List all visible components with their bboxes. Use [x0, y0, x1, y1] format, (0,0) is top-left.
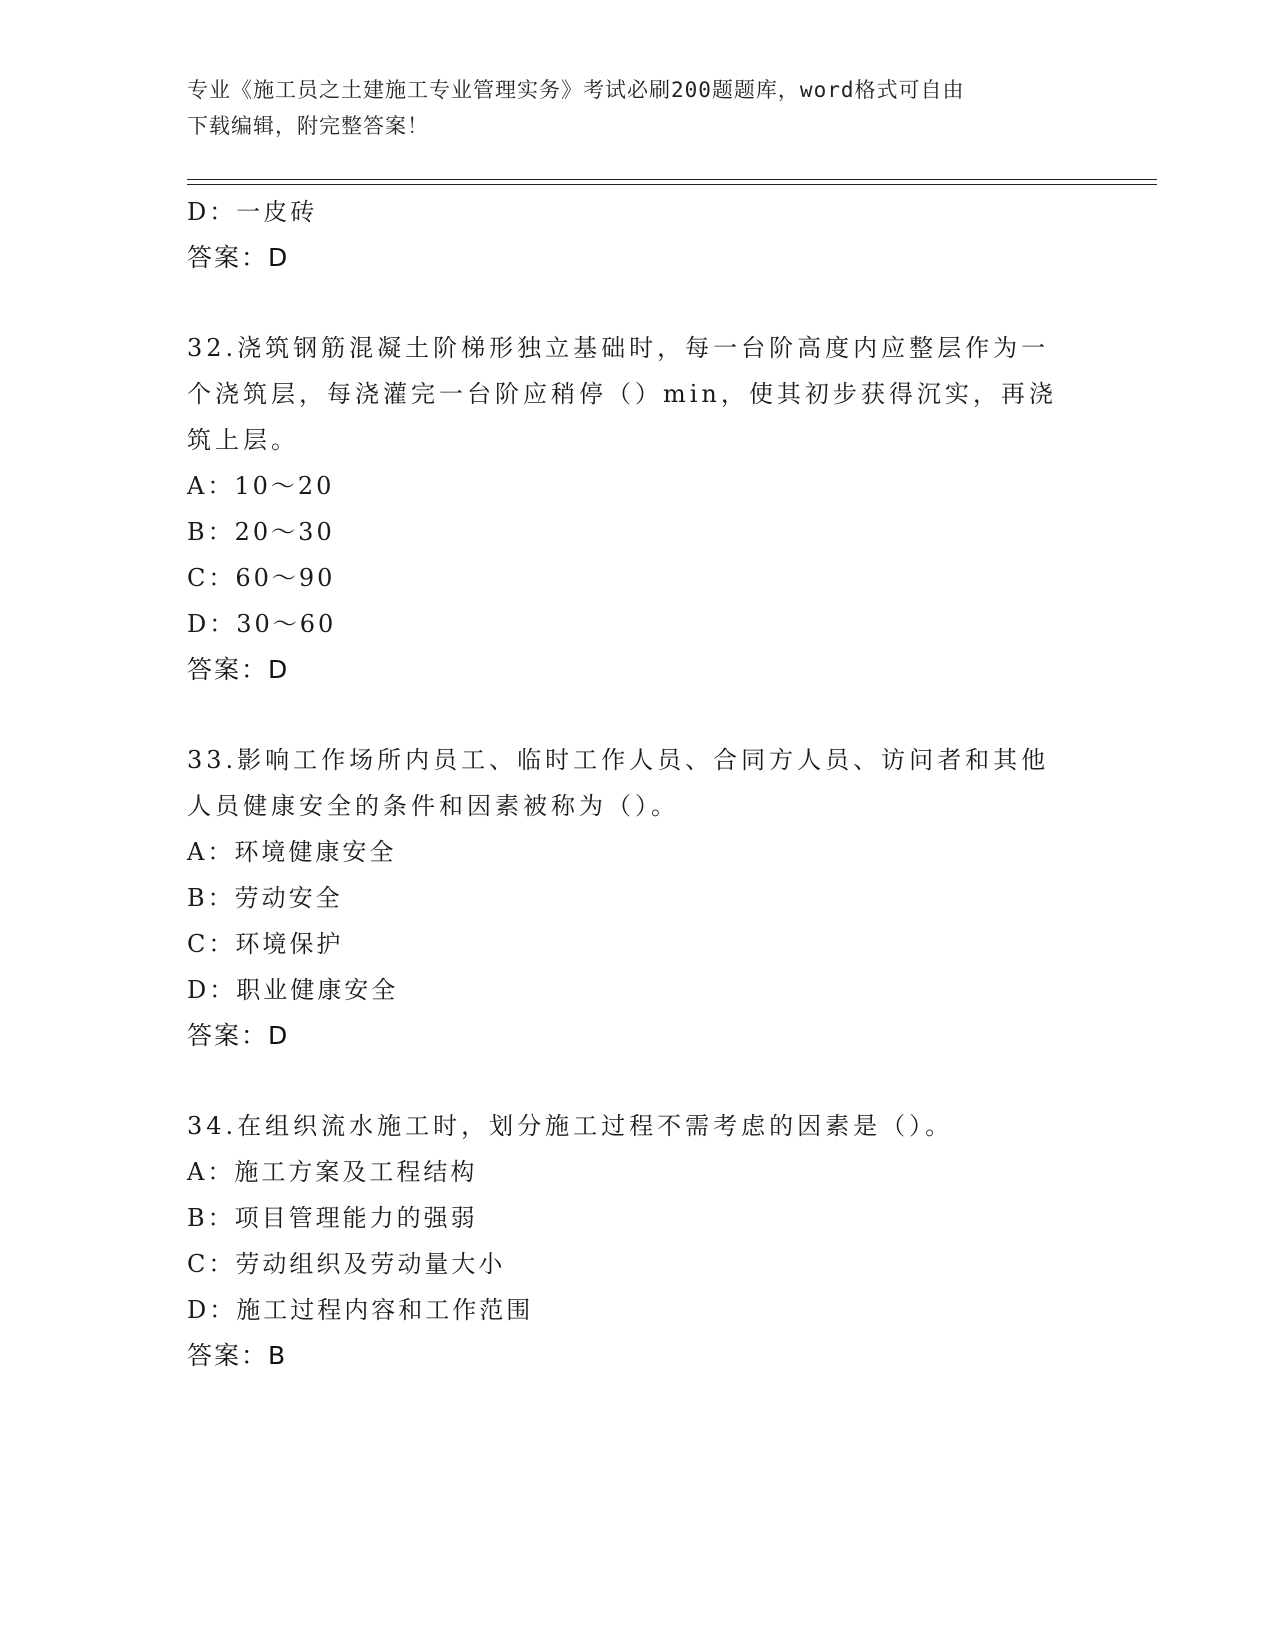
- header-rule-bottom: [187, 184, 1157, 185]
- stem-line: 32.浇筑钢筋混凝土阶梯形独立基础时，每一台阶高度内应整层作为一: [187, 334, 1050, 362]
- question-32: [187, 325, 1087, 693]
- question-33: [187, 737, 1087, 1059]
- question-stem: [187, 325, 1087, 463]
- stem-line: 33.影响工作场所内员工、临时工作人员、合同方人员、访问者和其他: [187, 746, 1050, 774]
- option-a: A：10～20: [187, 472, 335, 500]
- option-b: B：劳动安全: [187, 884, 343, 912]
- question-list: [187, 189, 1087, 1379]
- prev-answer: 答案：D: [187, 243, 290, 272]
- stem-line: 个浇筑层，每浇灌完一台阶应稍停（）min，使其初步获得沉实，再浇: [187, 380, 1057, 408]
- option-c: C：60～90: [187, 564, 336, 592]
- option-d: D：30～60: [187, 610, 337, 638]
- header-line-2: 下载编辑，附完整答案！: [187, 114, 429, 138]
- option-d: D：职业健康安全: [187, 976, 399, 1004]
- header-rule-top: [187, 179, 1157, 180]
- document-header: [187, 72, 1087, 144]
- answer: 答案：D: [187, 1021, 290, 1050]
- stem-line: 人员健康安全的条件和因素被称为（）。: [187, 792, 679, 820]
- question-stem: [187, 737, 1087, 829]
- answer: 答案：D: [187, 655, 290, 684]
- question-stem: [187, 1103, 1087, 1149]
- stem-line: 筑上层。: [187, 426, 299, 454]
- header-line-1: 专业《施工员之土建施工专业管理实务》考试必刷200题题库，word格式可自由: [187, 78, 965, 102]
- option-b: B：20～30: [187, 518, 335, 546]
- option-a: A：施工方案及工程结构: [187, 1158, 478, 1186]
- option-b: B：项目管理能力的强弱: [187, 1204, 478, 1232]
- question-34: [187, 1103, 1087, 1379]
- stem-line: 34.在组织流水施工时，划分施工过程不需考虑的因素是（）。: [187, 1112, 954, 1140]
- option-d: D：施工过程内容和工作范围: [187, 1296, 534, 1324]
- option-c: C：环境保护: [187, 930, 344, 958]
- answer: 答案：B: [187, 1341, 288, 1370]
- option-a: A：环境健康安全: [187, 838, 397, 866]
- option-c: C：劳动组织及劳动量大小: [187, 1250, 506, 1278]
- prev-option-d: D：一皮砖: [187, 198, 318, 226]
